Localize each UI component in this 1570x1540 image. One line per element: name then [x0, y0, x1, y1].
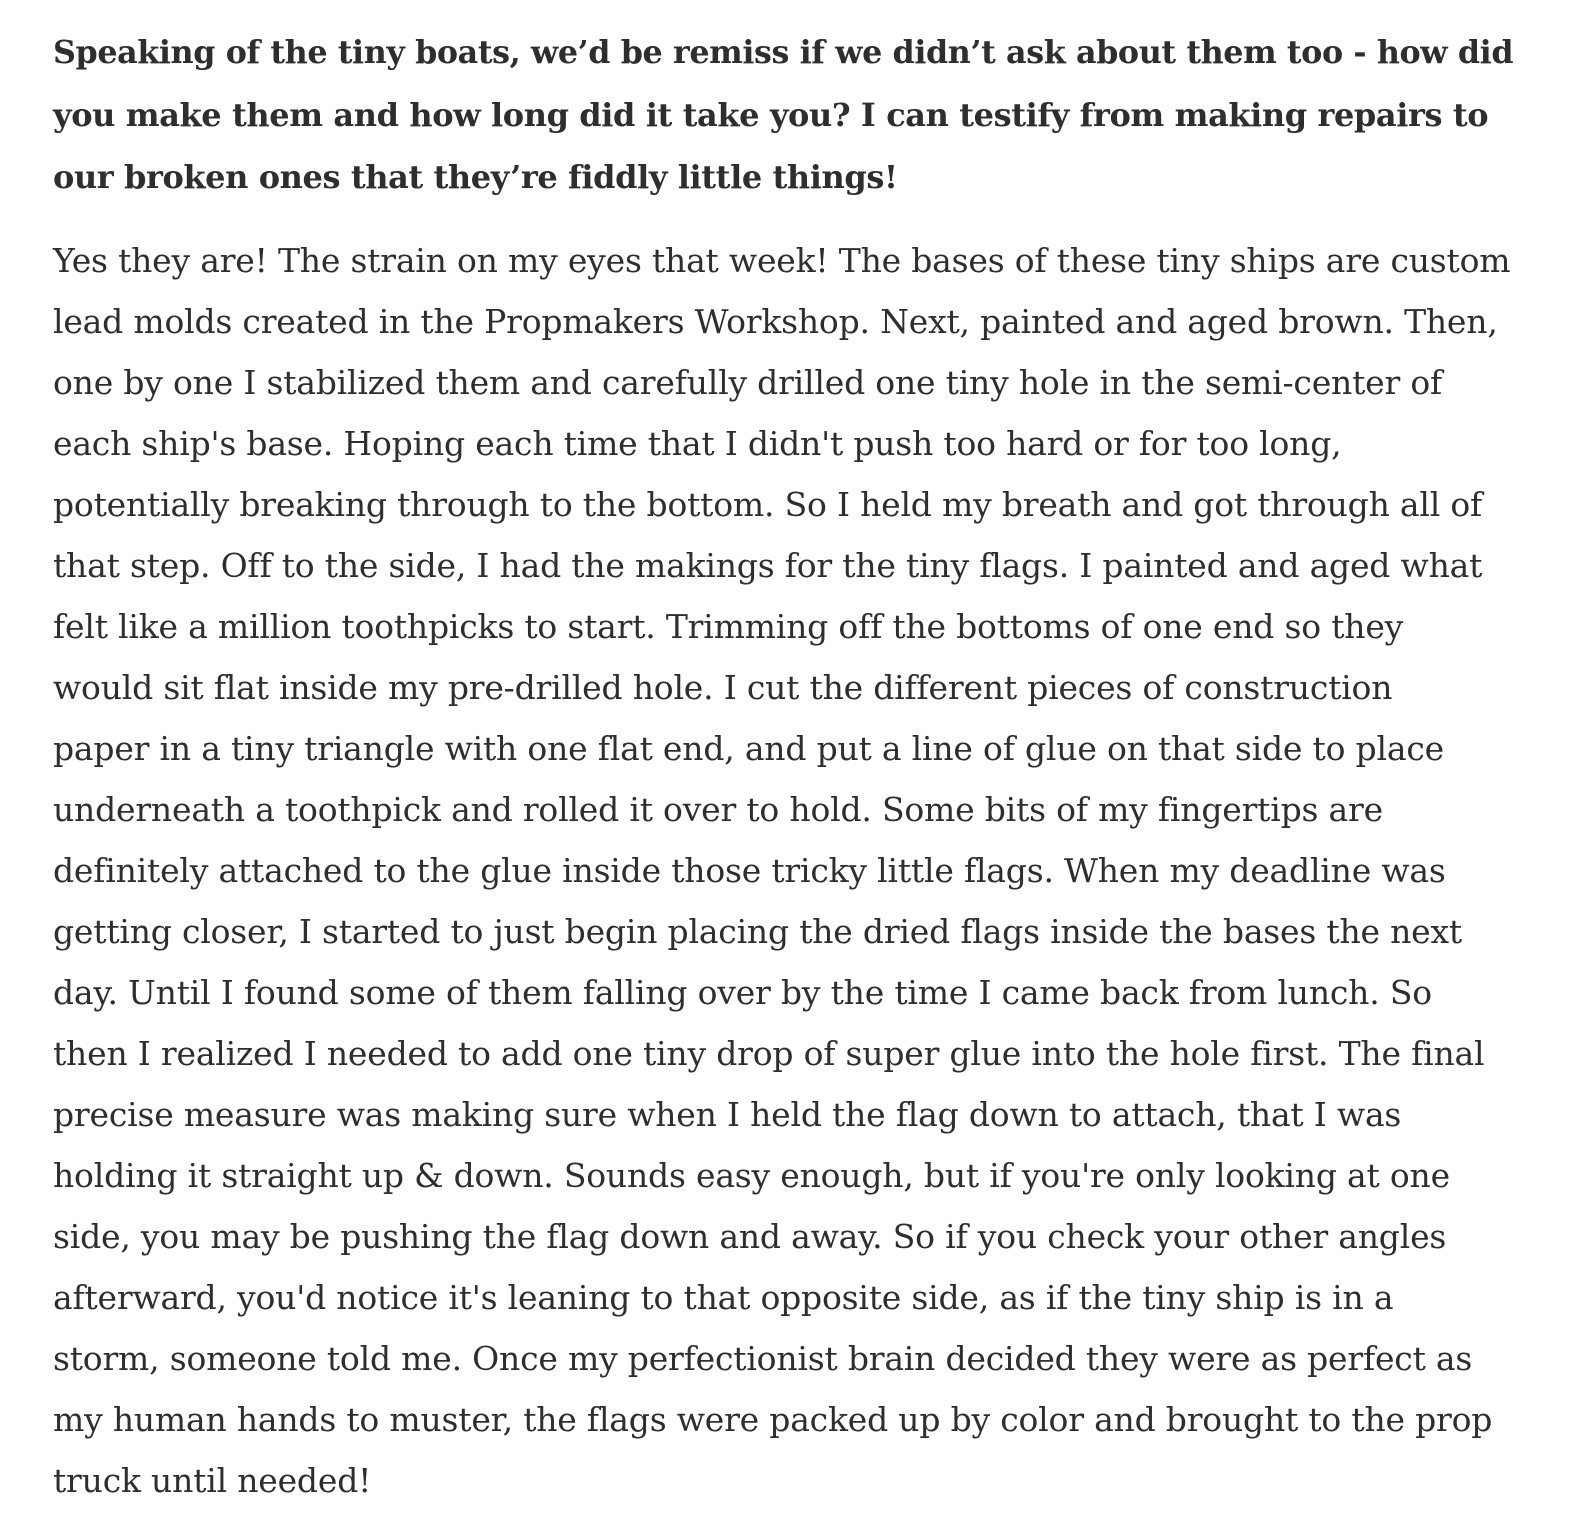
answer-line: each ship's base. Hoping each time that I didn't push too hard or for too long, [53, 424, 1342, 463]
answer-line: lead molds created in the Propmakers Workshop. Next, painted and aged brown. Then, [53, 302, 1498, 341]
answer-line: storm, someone told me. Once my perfectionist brain decided they were as perfect as [53, 1339, 1473, 1378]
answer-line: truck until needed! [53, 1461, 372, 1500]
question-line: Speaking of the tiny boats, we’d be remiss if we didn’t ask about them too - how did [53, 34, 1514, 71]
answer-line: would sit flat inside my pre-drilled hole. I cut the different pieces of construction [53, 668, 1393, 707]
answer-line: definitely attached to the glue inside those tricky little flags. When my deadline was [53, 851, 1446, 890]
article-body [53, 22, 1521, 1511]
answer-line: felt like a million toothpicks to start. Trimming off the bottoms of one end so they [53, 607, 1404, 646]
answer-line: that step. Off to the side, I had the makings for the tiny flags. I painted and aged what [53, 546, 1483, 585]
answer-line: potentially breaking through to the bottom. So I held my breath and got through all of [53, 485, 1483, 524]
answer-line: getting closer, I started to just begin placing the dried flags inside the bases the next [53, 912, 1462, 951]
answer-line: Yes they are! The strain on my eyes that week! The bases of these tiny ships are custom [53, 241, 1511, 280]
answer-line: side, you may be pushing the flag down and away. So if you check your other angles [53, 1217, 1447, 1256]
interview-answer [53, 230, 1521, 1511]
answer-line: day. Until I found some of them falling over by the time I came back from lunch. So [53, 973, 1432, 1012]
answer-line: one by one I stabilized them and carefully drilled one tiny hole in the semi-center of [53, 363, 1443, 402]
answer-line: my human hands to muster, the flags were packed up by color and brought to the prop [53, 1400, 1493, 1439]
answer-line: then I realized I needed to add one tiny drop of super glue into the hole first. The final [53, 1034, 1485, 1073]
answer-line: paper in a tiny triangle with one flat end, and put a line of glue on that side to place [53, 729, 1444, 768]
question-line: our broken ones that they’re fiddly little things! [53, 158, 898, 196]
answer-line: afterward, you'd notice it's leaning to that opposite side, as if the tiny ship is in a [53, 1278, 1394, 1317]
answer-line: holding it straight up & down. Sounds easy enough, but if you're only looking at one [53, 1156, 1450, 1195]
question-line: you make them and how long did it take you? I can testify from making repairs to [53, 96, 1489, 134]
interview-question [53, 22, 1521, 208]
answer-line: precise measure was making sure when I held the flag down to attach, that I was [53, 1095, 1402, 1134]
answer-line: underneath a toothpick and rolled it over to hold. Some bits of my fingertips are [53, 790, 1383, 829]
